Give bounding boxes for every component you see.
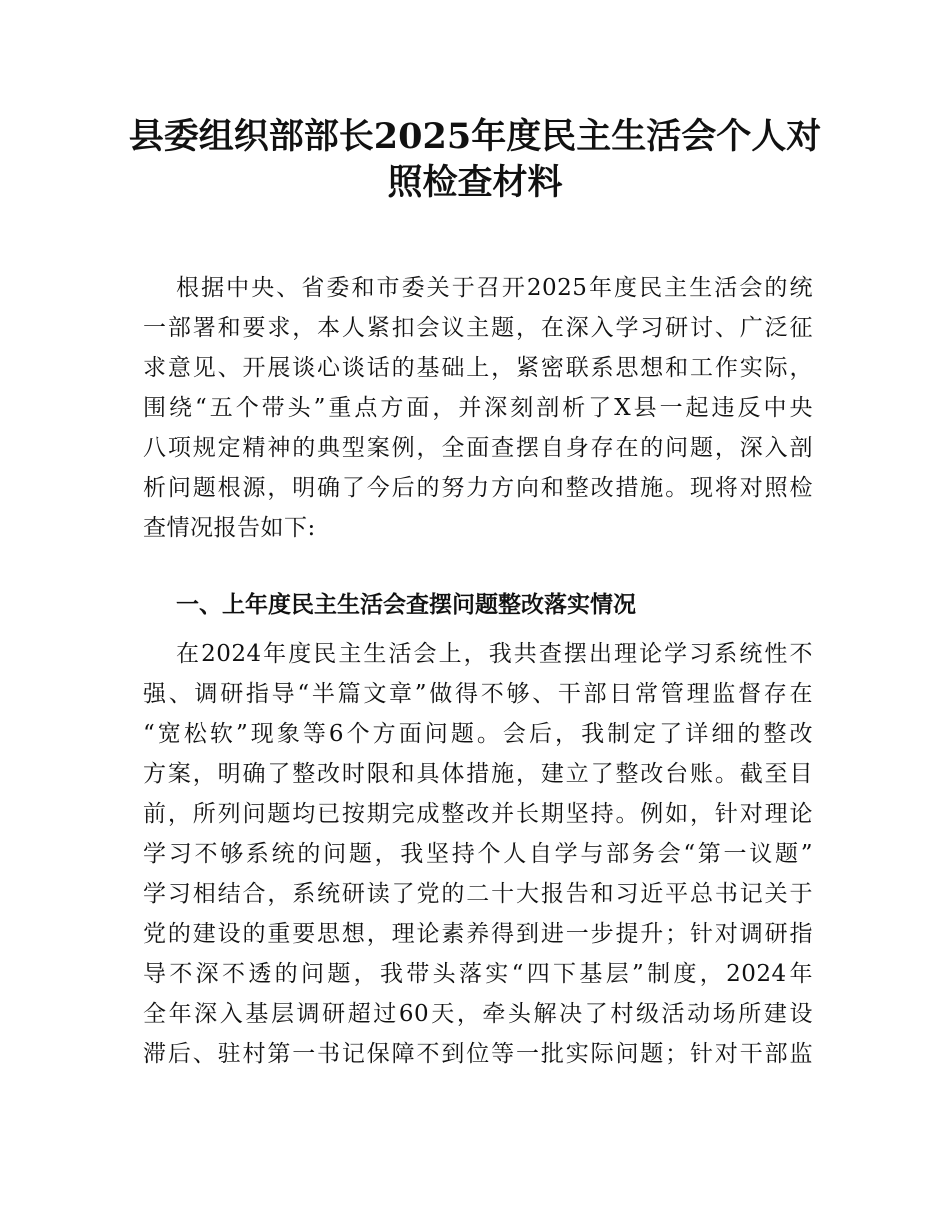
section-1-line: 前，所列问题均已按期完成整改并长期坚持。例如，针对理论 <box>143 801 813 827</box>
section-1-heading: 一、上年度民主生活会查摆问题整改落实情况 <box>176 592 636 618</box>
intro-line: 围绕“五个带头”重点方面，并深刻剖析了X县一起违反中央 <box>143 395 813 421</box>
intro-line: 求意见、开展谈心谈话的基础上，紧密联系思想和工作实际， <box>143 355 813 381</box>
document-title-line-1: 县委组织部部长2025年度民主生活会个人对 <box>128 116 822 157</box>
document-title-line-2: 照检查材料 <box>387 162 563 203</box>
section-1-line: 方案，明确了整改时限和具体措施，建立了整改台账。截至目 <box>143 761 813 787</box>
intro-paragraph <box>143 268 813 548</box>
intro-line: 析问题根源，明确了今后的努力方向和整改措施。现将对照检 <box>143 475 813 501</box>
section-1-line: 在2024年度民主生活会上，我共查摆出理论学习系统性不 <box>176 641 813 667</box>
section-1-line: 强、调研指导“半篇文章”做得不够、干部日常管理监督存在 <box>143 681 813 707</box>
intro-line: 根据中央、省委和市委关于召开2025年度民主生活会的统 <box>176 275 813 301</box>
intro-line: 八项规定精神的典型案例，全面查摆自身存在的问题，深入剖 <box>143 435 813 461</box>
intro-line: 查情况报告如下: <box>143 515 316 541</box>
intro-line: 一部署和要求，本人紧扣会议主题，在深入学习研讨、广泛征 <box>143 315 813 341</box>
section-1-line: 滞后、驻村第一书记保障不到位等一批实际问题；针对干部监 <box>143 1041 813 1067</box>
section-1-line: “宽松软”现象等6个方面问题。会后，我制定了详细的整改 <box>143 721 813 747</box>
section-1-line: 学习相结合，系统研读了党的二十大报告和习近平总书记关于 <box>143 881 813 907</box>
section-1-line: 导不深不透的问题，我带头落实“四下基层”制度，2024年 <box>143 961 813 987</box>
section-1-paragraph <box>143 634 813 1074</box>
section-1-line: 学习不够系统的问题，我坚持个人自学与部务会“第一议题” <box>143 841 813 867</box>
section-1-line: 全年深入基层调研超过60天，牵头解决了村级活动场所建设 <box>143 1001 813 1027</box>
section-1-line: 党的建设的重要思想，理论素养得到进一步提升；针对调研指 <box>143 921 813 947</box>
